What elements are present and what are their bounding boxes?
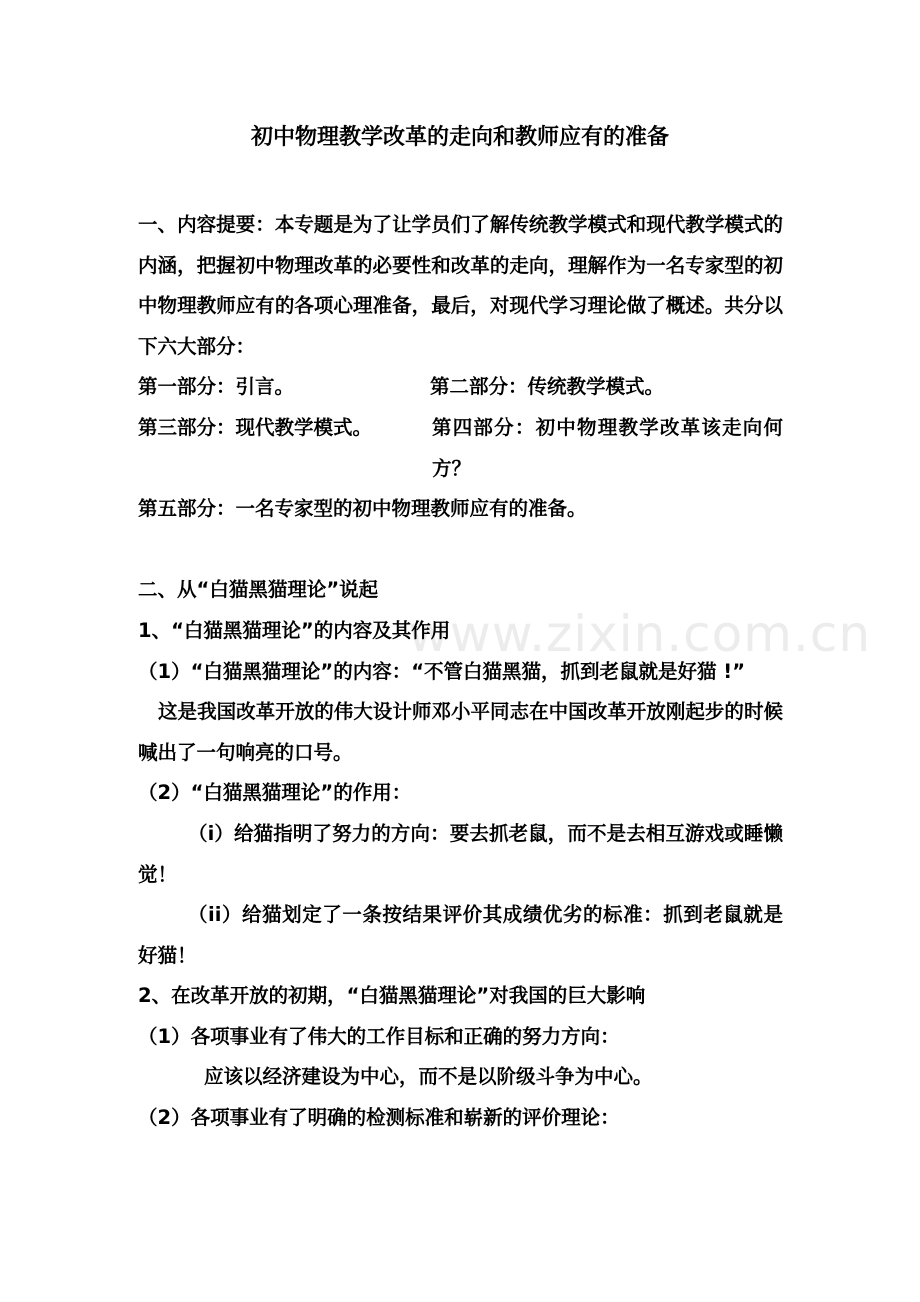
part-3: 第三部分：现代教学模式。 (138, 415, 373, 439)
subsection-2-item-2: （2）各项事业有了明确的检测标准和崭新的评价理论： (138, 1106, 620, 1130)
item-1-note: 这是我国改革开放的伟大设计师邓小平同志在中国改革开放刚起步的时候喊出了一句响亮的口号。 (138, 700, 783, 764)
document-title: 初中物理教学改革的走向和教师应有的准备 (250, 125, 669, 150)
subsection-2-item-1-detail: 应该以经济建设为中心，而不是以阶级斗争为中心。 (204, 1065, 653, 1089)
part-1: 第一部分：引言。 (138, 375, 295, 399)
watermark: www.zixin.com.cn (408, 605, 872, 663)
part-4: 第四部分：初中物理教学改革该走向何方？ (432, 415, 783, 480)
subsection-2-item-1: （1）各项事业有了伟大的工作目标和正确的努力方向： (138, 1024, 620, 1048)
document-body (138, 205, 783, 1139)
part-5: 第五部分：一名专家型的初中物理教师应有的准备。 (138, 497, 587, 521)
section-2-heading: 二、从“白猫黑猫理论”说起 (138, 578, 379, 602)
part-2: 第二部分：传统教学模式。 (430, 375, 665, 399)
subsection-2-heading: 2、在改革开放的初期，“白猫黑猫理论”对我国的巨大影响 (138, 984, 646, 1008)
spacer (138, 530, 783, 571)
item-2-i: （i）给猫指明了努力的方向：要去抓老鼠，而不是去相互游戏或睡懒觉！ (138, 821, 783, 886)
parts-row-1 (138, 367, 783, 408)
item-2-ii: （ii）给猫划定了一条按结果评价其成绩优劣的标准：抓到老鼠就是好猫！ (138, 903, 783, 967)
item-1: （1）“白猫黑猫理论”的内容：“不管白猫黑猫，抓到老鼠就是好猫 !” (138, 659, 746, 683)
subsection-1-heading: 1、“白猫黑猫理论”的内容及其作用 (138, 618, 451, 642)
summary-paragraph: 一、内容提要：本专题是为了让学员们了解传统教学模式和现代教学模式的内涵，把握初中物理改革的必要性和改革的走向，理解作为一名专家型的初中物理教师应有的各项心理准备，最后，对现代学习理论做了概述。共分以下六大部分： (138, 213, 783, 358)
item-2: （2）“白猫黑猫理论”的作用： (138, 781, 412, 805)
